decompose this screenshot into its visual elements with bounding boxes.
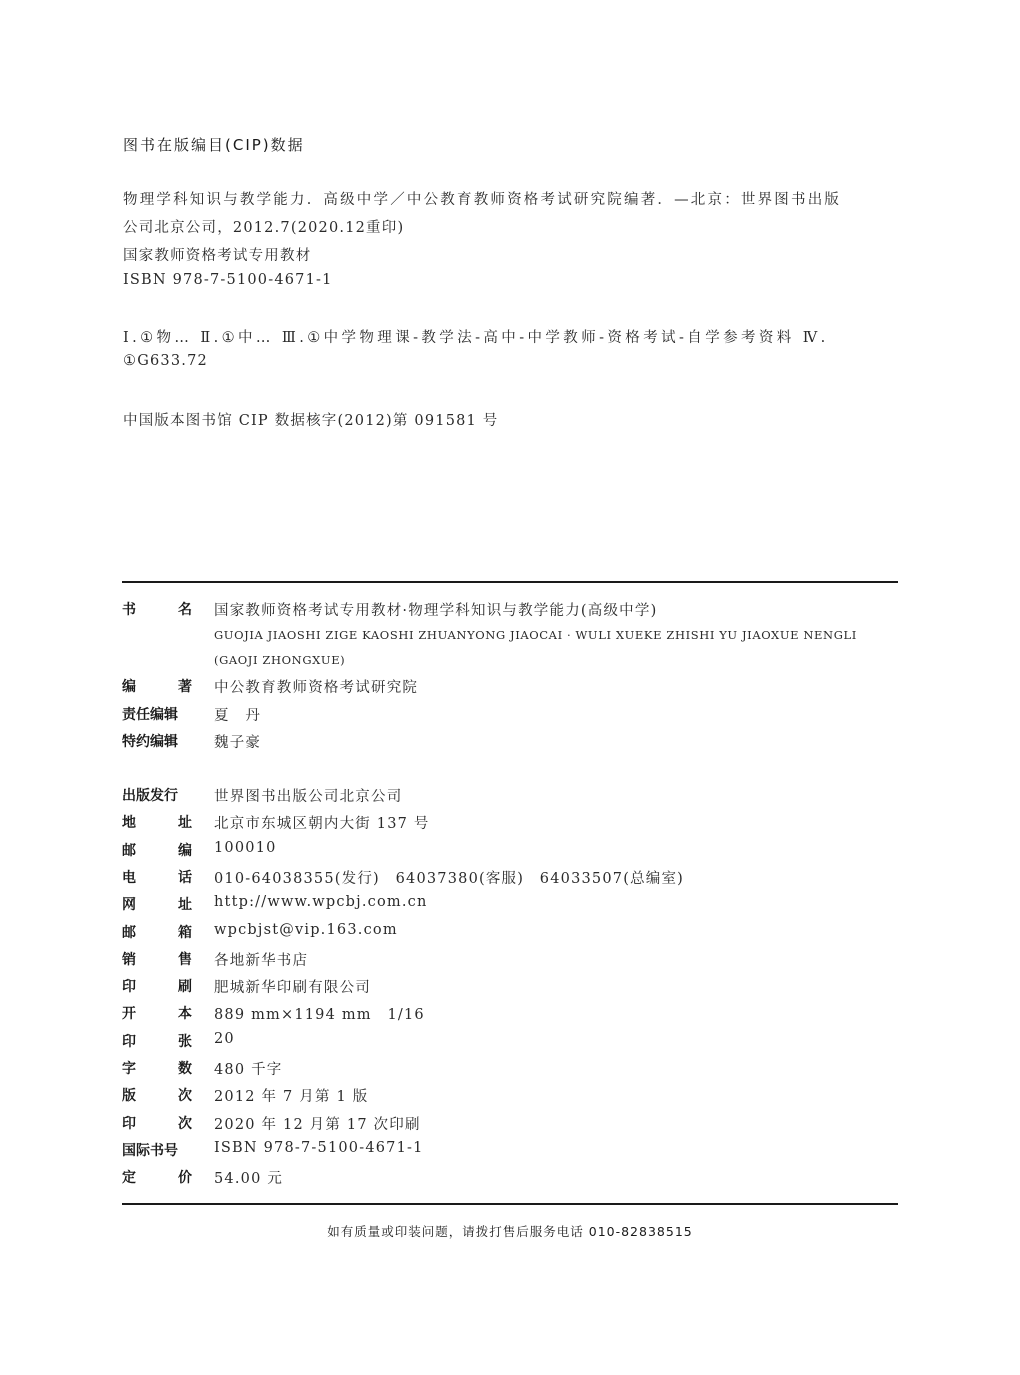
row-value: 北京市东城区朝内大街 137 号: [214, 816, 430, 833]
row-value: 各地新华书店: [214, 952, 309, 969]
row-label: 责任编辑: [122, 706, 178, 723]
colophon-row: [122, 731, 898, 753]
row-label: 字 数: [122, 1061, 192, 1077]
row-value: 世界图书出版公司北京公司: [214, 789, 403, 805]
colophon-row: [122, 785, 898, 807]
row-label: 邮 箱: [122, 924, 192, 941]
row-value: 肥城新华印刷有限公司: [214, 980, 371, 997]
row-value: 2012 年 7 月第 1 版: [214, 1089, 369, 1106]
row-label: 开 本: [122, 1006, 192, 1023]
colophon-row: [122, 812, 898, 834]
row-label: 特约编辑: [122, 734, 178, 750]
row-label: 出版发行: [122, 788, 178, 804]
row-value: http://www.wpcbj.com.cn: [214, 894, 428, 911]
cip-line: 物理学科知识与教学能力．高级中学／中公教育教师资格考试研究院编著．—北京：世界图书出版: [123, 192, 842, 208]
row-label: 定 价: [122, 1170, 192, 1187]
row-label: 电 话: [122, 869, 192, 886]
row-label: 版 次: [122, 1088, 192, 1105]
row-label: 邮 编: [122, 842, 192, 859]
row-value: 中公教育教师资格考试研究院: [214, 680, 419, 696]
colophon-row: [122, 949, 898, 971]
cip-classification-code: ①G633.72: [123, 353, 208, 369]
row-value: ISBN 978-7-5100-4671-1: [214, 1139, 424, 1156]
after-sales-notice: 如有质量或印装问题，请拨打售后服务电话 010-82838515: [327, 1224, 693, 1239]
colophon-row: [122, 1058, 898, 1080]
row-value: 夏 丹: [214, 707, 262, 724]
colophon-row: [122, 894, 898, 916]
row-value: 889 mm×1194 mm 1/16: [214, 1007, 425, 1024]
row-label: 印 刷: [122, 979, 192, 996]
row-label: 网 址: [122, 897, 192, 914]
cip-isbn: ISBN 978-7-5100-4671-1: [123, 272, 333, 288]
row-value: 480 千字: [214, 1062, 283, 1078]
row-value: 54.00 元: [214, 1171, 284, 1188]
colophon-row-book-name: [122, 599, 898, 621]
colophon-row: [122, 676, 898, 698]
book-pinyin-2: (GAOJI ZHONGXUE): [214, 653, 346, 667]
colophon-bottom-rule: [122, 1203, 898, 1205]
colophon-row: [122, 1113, 898, 1135]
row-value: 010-64038355(发行) 64037380(客服) 64033507(总编室): [214, 870, 685, 887]
cip-line: 公司北京公司，2012.7(2020.12重印): [123, 220, 405, 236]
colophon-row: [122, 1085, 898, 1107]
row-value: 魏子豪: [214, 735, 262, 751]
colophon-row: [122, 1167, 898, 1189]
row-label: 印 次: [122, 1115, 192, 1132]
cip-record-number: 中国版本图书馆 CIP 数据核字(2012)第 091581 号: [123, 413, 499, 429]
colophon-top-rule: [122, 581, 898, 583]
colophon-row: [122, 840, 898, 862]
row-label: 编 著: [122, 679, 192, 695]
row-value: wpcbjst@vip.163.com: [214, 921, 398, 938]
colophon-row: [122, 976, 898, 998]
row-label: 印 张: [122, 1033, 192, 1050]
colophon-row: [122, 922, 898, 944]
cip-title: 图书在版编目(CIP)数据: [123, 136, 305, 154]
colophon-row: [122, 867, 898, 889]
row-label: 销 售: [122, 951, 192, 968]
row-label: 书 名: [122, 602, 192, 618]
book-name: 国家教师资格考试专用教材·物理学科知识与教学能力(高级中学): [214, 603, 658, 619]
cip-line: 国家教师资格考试专用教材: [123, 248, 312, 264]
book-pinyin: GUOJIA JIAOSHI ZIGE KAOSHI ZHUANYONG JIAOCAI · WULI XUEKE ZHISHI YU JIAOXUE NENGLI: [214, 628, 857, 642]
row-value: 20: [214, 1030, 235, 1047]
row-label: 国际书号: [122, 1142, 178, 1159]
colophon-row: [122, 1140, 898, 1162]
row-value: 100010: [214, 839, 277, 856]
cip-classification: Ⅰ.①物… Ⅱ.①中… Ⅲ.①中学物理课-教学法-高中-中学教师-资格考试-自学参考资料 Ⅳ.: [123, 330, 829, 346]
colophon-row: [122, 704, 898, 726]
row-value: 2020 年 12 月第 17 次印刷: [214, 1116, 421, 1133]
row-label: 地 址: [122, 815, 192, 832]
colophon-row: [122, 1003, 898, 1025]
colophon-row: [122, 1031, 898, 1053]
